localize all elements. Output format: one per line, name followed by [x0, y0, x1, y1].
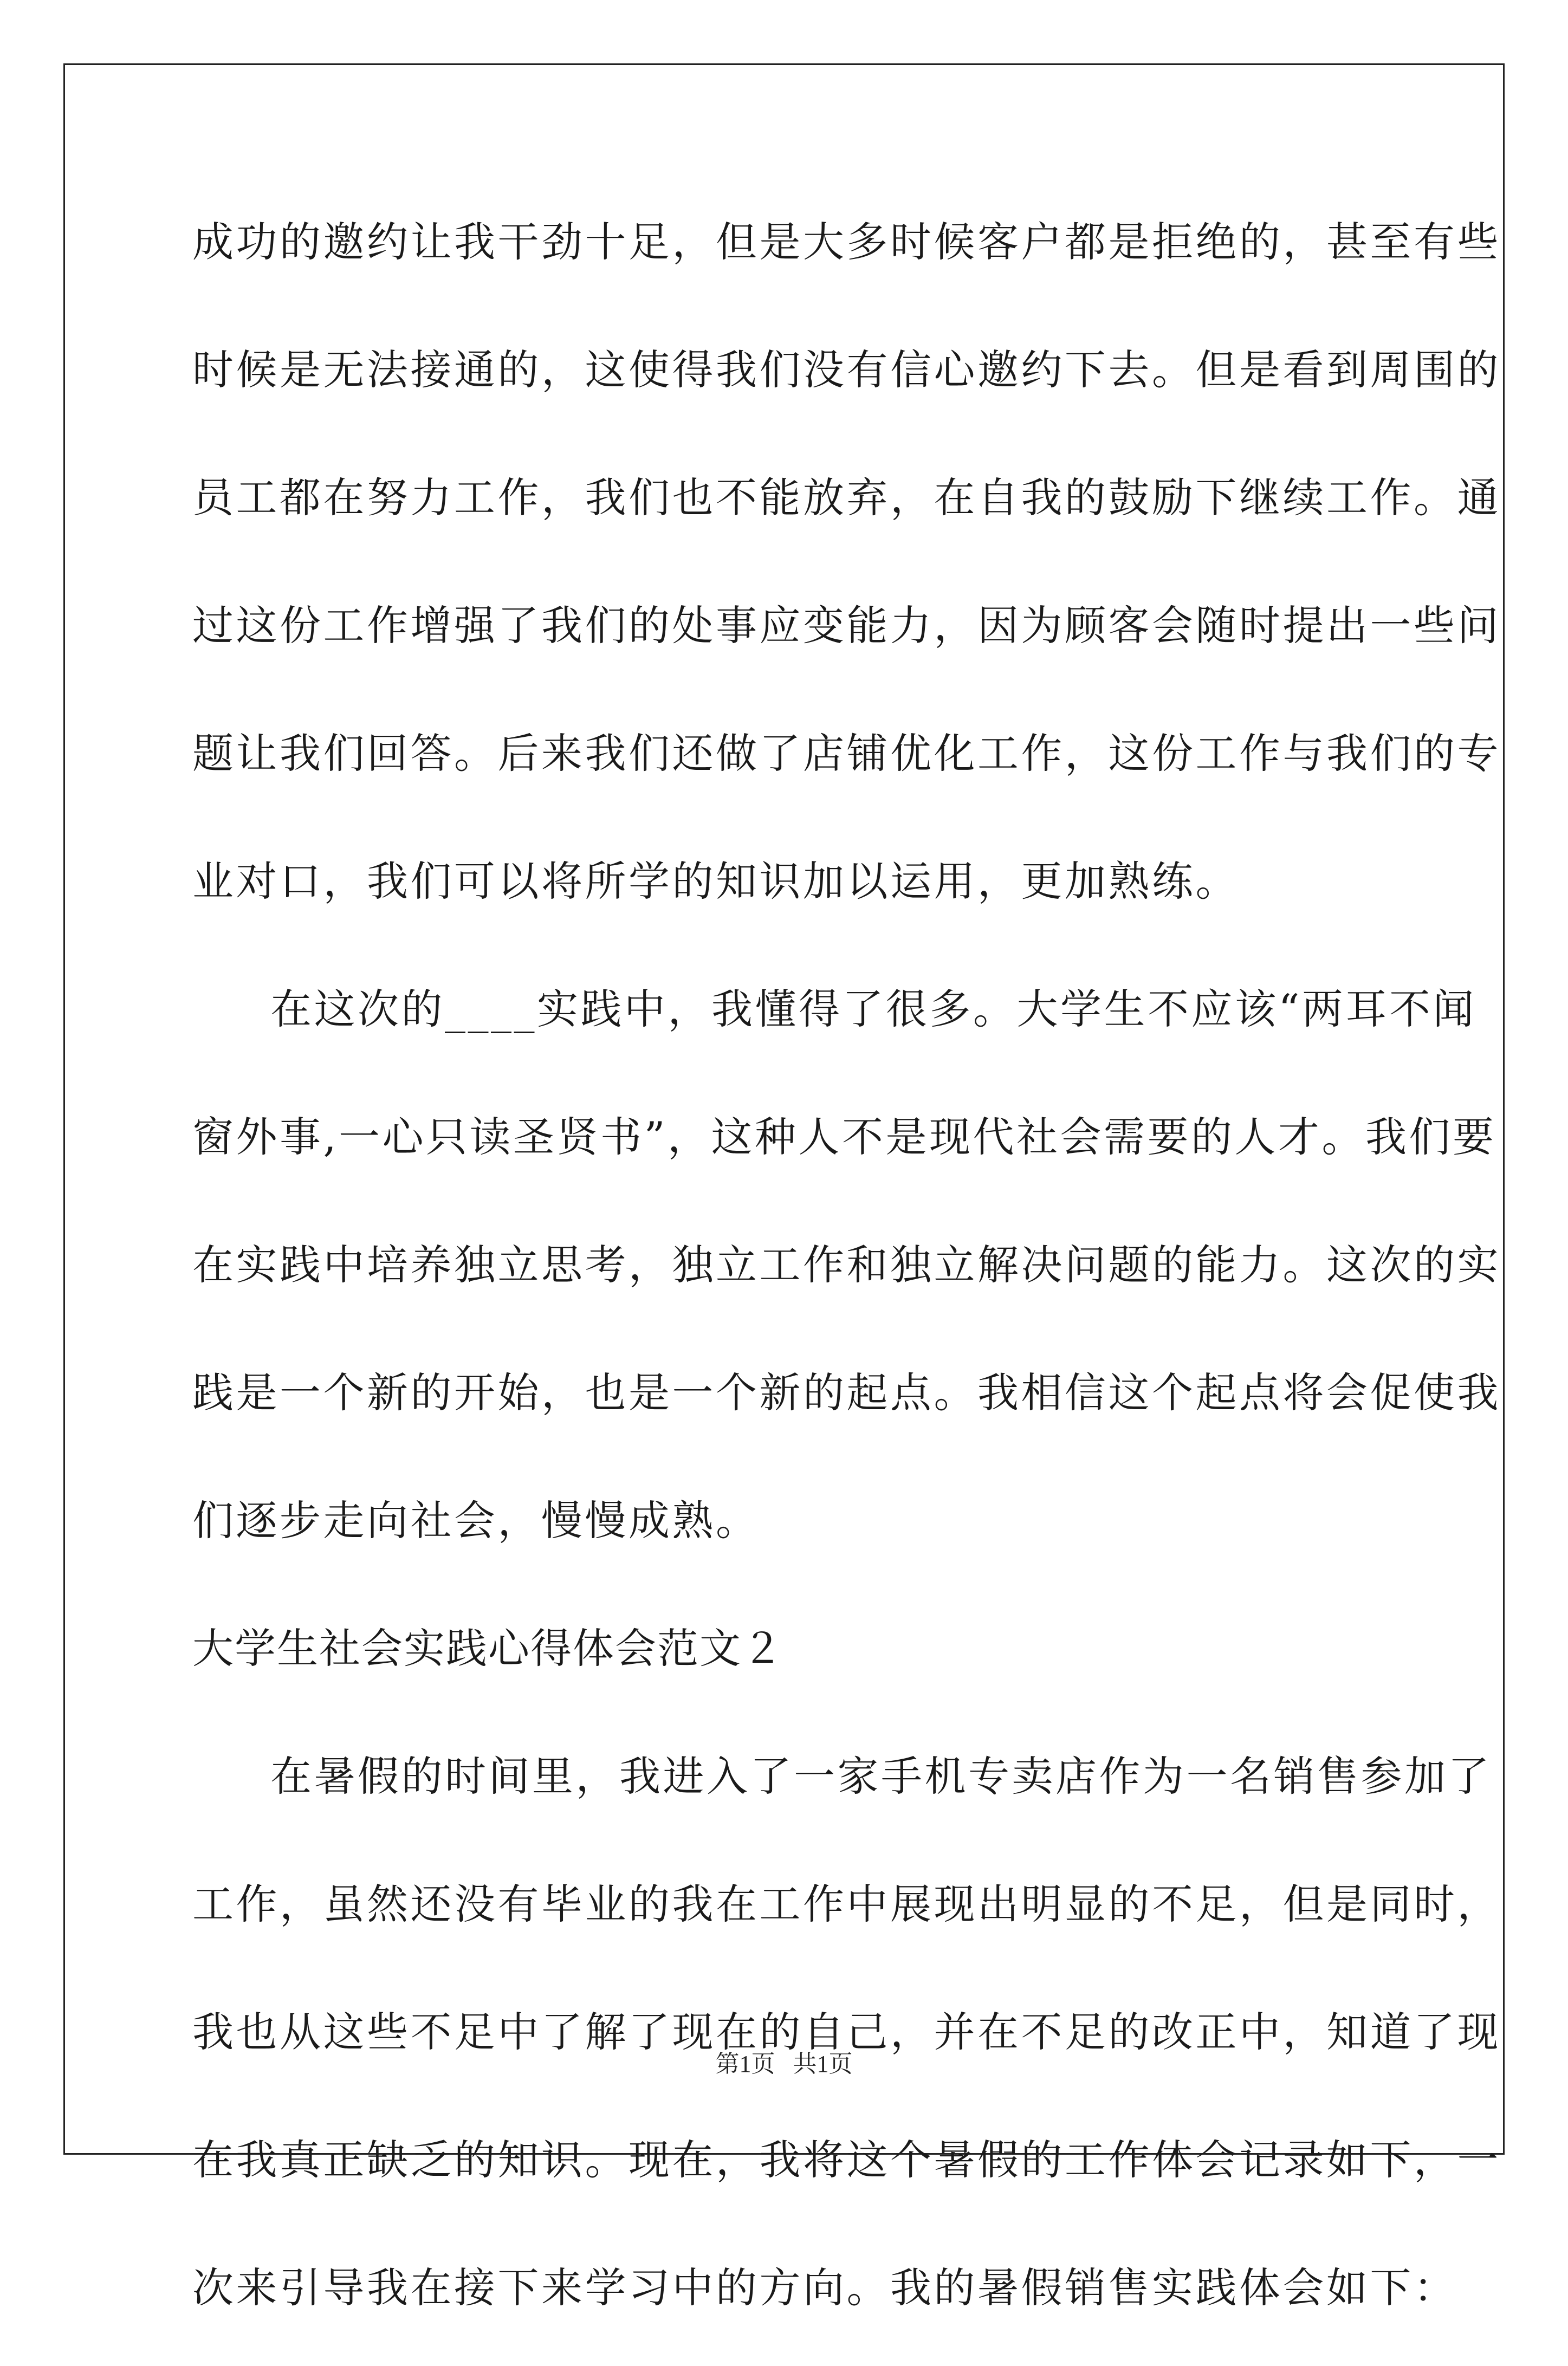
text-line: 工作，虽然还没有毕业的我在工作中展现出明显的不足，但是同时， — [192, 1880, 1501, 1928]
text-line: 窗外事,一心只读圣贤书”，这种人不是现代社会需要的人才。我们要 — [192, 1113, 1496, 1161]
text-line: 在这次的____实践中，我懂得了很多。大学生不应该“两耳不闻 — [270, 985, 1476, 1033]
text-line: 成功的邀约让我干劲十足，但是大多时候客户都是拒绝的，甚至有些 — [192, 218, 1501, 266]
text-line: 时候是无法接通的，这使得我们没有信心邀约下去。但是看到周围的 — [192, 346, 1501, 394]
document-body — [192, 192, 1501, 2366]
section-heading: 大学生社会实践心得体会范文２ — [192, 1624, 784, 1673]
text-line: 员工都在努力工作，我们也不能放弃，在自我的鼓励下继续工作。通 — [192, 474, 1501, 522]
text-line: 们逐步走向社会，慢慢成熟。 — [192, 1496, 760, 1545]
text-line: 题让我们回答。后来我们还做了店铺优化工作，这份工作与我们的专 — [192, 729, 1501, 777]
text-line: 在实践中培养独立思考，独立工作和独立解决问题的能力。这次的实 — [192, 1241, 1501, 1289]
text-line: 业对口，我们可以将所学的知识加以运用，更加熟练。 — [192, 857, 1239, 905]
text-line: 我也从这些不足中了解了现在的自己，并在不足的改正中，知道了现 — [192, 2008, 1501, 2056]
text-line: 在暑假的时间里，我进入了一家手机专卖店作为一名销售参加了 — [270, 1752, 1492, 1800]
text-line: 践是一个新的开始，也是一个新的起点。我相信这个起点将会促使我 — [192, 1369, 1501, 1417]
text-line: 在我真正缺乏的知识。现在，我将这个暑假的工作体会记录如下，一 — [192, 2136, 1501, 2184]
text-line: 过这份工作增强了我们的处事应变能力，因为顾客会随时提出一些问 — [192, 601, 1501, 650]
page-footer: 第1页 共1页 — [715, 2051, 853, 2077]
text-line: 次来引导我在接下来学习中的方向。我的暑假销售实践体会如下： — [192, 2264, 1457, 2312]
